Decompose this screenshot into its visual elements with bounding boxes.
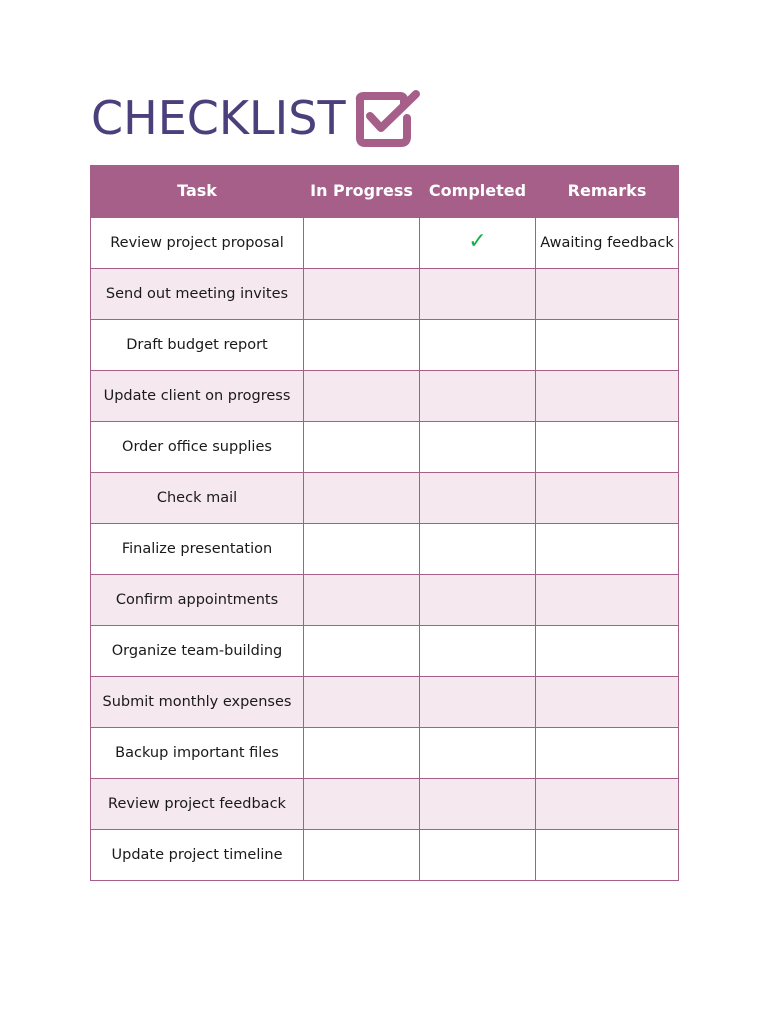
in-progress-cell[interactable]	[304, 371, 420, 422]
task-cell	[91, 218, 304, 269]
checklist-table	[90, 165, 679, 881]
task-cell-text: Confirm appointments	[115, 592, 279, 608]
header-task: Task	[91, 165, 304, 218]
task-cell-text: Update client on progress	[103, 388, 291, 404]
in-progress-cell[interactable]	[304, 728, 420, 779]
remarks-cell	[536, 728, 679, 779]
task-cell-text: Update project timeline	[111, 847, 283, 863]
task-cell	[91, 371, 304, 422]
table-row	[91, 830, 679, 881]
task-cell-text: Finalize presentation	[121, 541, 273, 557]
table-row	[91, 320, 679, 371]
completed-cell[interactable]	[420, 830, 536, 881]
table-header-row	[91, 165, 679, 218]
remarks-cell	[536, 626, 679, 677]
task-cell	[91, 626, 304, 677]
task-cell	[91, 320, 304, 371]
in-progress-cell[interactable]	[304, 473, 420, 524]
task-cell-text: Backup important files	[115, 745, 279, 761]
remarks-cell	[536, 371, 679, 422]
header-completed: Completed	[420, 165, 536, 218]
task-cell	[91, 269, 304, 320]
completed-cell[interactable]	[420, 371, 536, 422]
in-progress-cell[interactable]	[304, 677, 420, 728]
task-cell-text: Send out meeting invites	[105, 286, 289, 302]
completed-cell[interactable]	[420, 728, 536, 779]
task-cell	[91, 677, 304, 728]
completed-cell[interactable]	[420, 218, 536, 269]
remarks-cell	[536, 677, 679, 728]
in-progress-cell[interactable]	[304, 830, 420, 881]
task-cell-text: Draft budget report	[126, 337, 268, 353]
task-cell-text: Review project feedback	[108, 796, 286, 812]
task-cell	[91, 779, 304, 830]
completed-cell[interactable]	[420, 422, 536, 473]
task-cell	[91, 728, 304, 779]
remarks-cell	[536, 422, 679, 473]
table-row	[91, 728, 679, 779]
task-cell-text: Review project proposal	[110, 235, 284, 251]
table-row	[91, 218, 679, 269]
completed-cell[interactable]	[420, 320, 536, 371]
task-cell-text: Check mail	[156, 490, 238, 506]
remarks-cell	[536, 269, 679, 320]
completed-cell[interactable]	[420, 677, 536, 728]
page-title: CHECKLIST	[91, 91, 346, 145]
completed-cell[interactable]	[420, 269, 536, 320]
remarks-cell	[536, 320, 679, 371]
remarks-cell	[536, 524, 679, 575]
completed-cell[interactable]	[420, 473, 536, 524]
remarks-cell	[536, 473, 679, 524]
in-progress-cell[interactable]	[304, 575, 420, 626]
table-row	[91, 473, 679, 524]
task-cell-text: Organize team-building	[111, 643, 283, 659]
table-row	[91, 422, 679, 473]
remarks-cell-text: Awaiting feedback	[540, 235, 674, 251]
in-progress-cell[interactable]	[304, 779, 420, 830]
title-row	[91, 86, 420, 150]
header-remarks: Remarks	[536, 165, 679, 218]
task-cell	[91, 575, 304, 626]
task-cell-text: Order office supplies	[122, 439, 272, 455]
in-progress-cell[interactable]	[304, 320, 420, 371]
completed-cell[interactable]	[420, 626, 536, 677]
in-progress-cell[interactable]	[304, 524, 420, 575]
task-cell	[91, 422, 304, 473]
task-cell	[91, 524, 304, 575]
table-row	[91, 371, 679, 422]
task-cell	[91, 473, 304, 524]
task-cell-text: Submit monthly expenses	[102, 694, 292, 710]
table-row	[91, 677, 679, 728]
table-row	[91, 269, 679, 320]
check-mark-icon: ✓	[468, 229, 487, 254]
in-progress-cell[interactable]	[304, 422, 420, 473]
in-progress-cell[interactable]	[304, 626, 420, 677]
table-row	[91, 779, 679, 830]
remarks-cell	[536, 218, 679, 269]
header-in-progress: In Progress	[304, 165, 420, 218]
remarks-cell	[536, 779, 679, 830]
table-row	[91, 524, 679, 575]
task-cell	[91, 830, 304, 881]
completed-cell[interactable]	[420, 524, 536, 575]
in-progress-cell[interactable]	[304, 269, 420, 320]
checkbox-check-icon	[354, 88, 420, 148]
remarks-cell	[536, 830, 679, 881]
table-row	[91, 626, 679, 677]
completed-cell[interactable]	[420, 575, 536, 626]
in-progress-cell[interactable]	[304, 218, 420, 269]
table-row	[91, 575, 679, 626]
remarks-cell	[536, 575, 679, 626]
completed-cell[interactable]	[420, 779, 536, 830]
